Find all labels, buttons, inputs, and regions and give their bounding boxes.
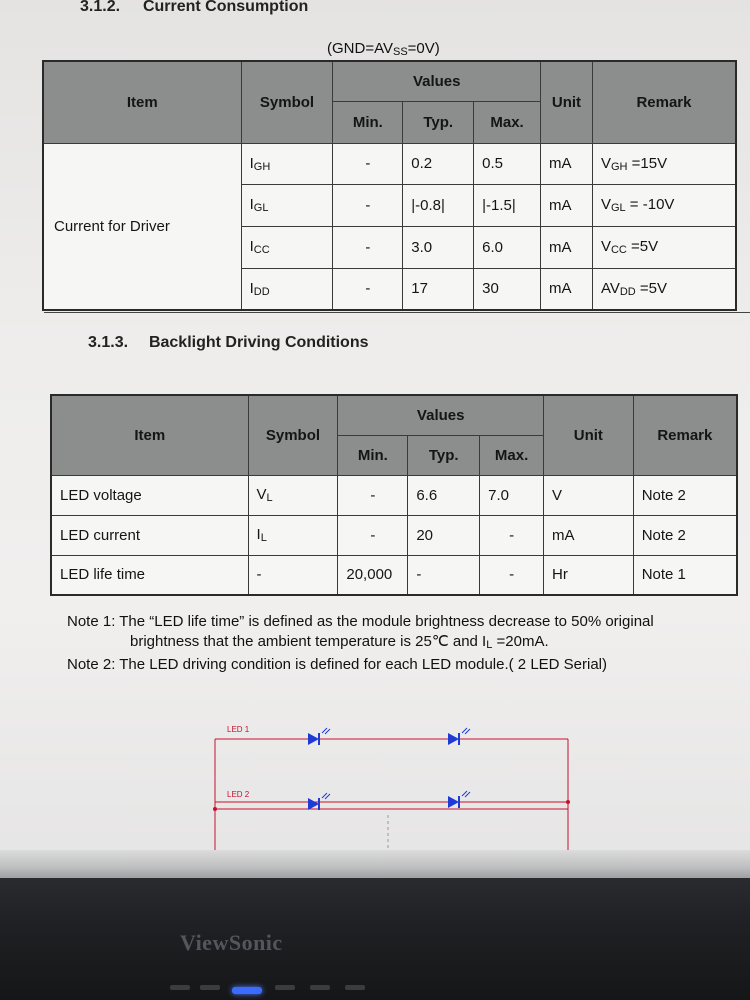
header-unit: Unit [540, 61, 592, 143]
remark-sub: GL [610, 202, 626, 214]
remark-tail: =5V [626, 238, 659, 255]
bezel-buttons [170, 985, 370, 995]
remark-sub: GH [610, 160, 628, 173]
header-item: Item [43, 61, 241, 143]
remark-main: AV [600, 279, 620, 297]
header-item: Item [51, 395, 248, 475]
note-1-sub: L [486, 639, 493, 651]
bezel-button[interactable] [200, 985, 220, 990]
header-typ: Typ. [408, 435, 480, 475]
remark-tail: = -10V [625, 196, 675, 213]
min-cell: - [338, 515, 408, 555]
min-cell: - [333, 143, 403, 184]
header-symbol: Symbol [241, 61, 333, 143]
junction-left [213, 807, 217, 811]
symbol-main: I [249, 154, 254, 172]
max-cell: |-1.5| [474, 184, 541, 226]
section-313-heading [88, 334, 369, 352]
typ-cell: 17 [403, 268, 474, 310]
remark-cell [592, 268, 736, 310]
item-current-for-driver: Current for Driver [43, 143, 241, 310]
symbol-main: I [256, 526, 261, 543]
remark-cell [592, 184, 736, 226]
symbol-main: I [249, 279, 254, 297]
remark-cell: Note 1 [633, 555, 737, 595]
section-312-title: Current Consumption [142, 0, 309, 15]
remark-cell: Note 2 [633, 475, 737, 515]
remark-main: V [600, 196, 611, 213]
junction-right [566, 800, 570, 804]
header-symbol: Symbol [248, 395, 338, 475]
ground-condition [327, 40, 440, 58]
led1-label: LED 1 [227, 725, 250, 734]
symbol-main: I [249, 196, 254, 213]
unit-cell: Hr [544, 555, 634, 595]
symbol-main: V [256, 486, 267, 503]
max-cell: 30 [474, 268, 541, 310]
unit-cell: V [544, 475, 634, 515]
symbol-sub: L [266, 492, 273, 504]
condition-main: (GND=AV [327, 40, 393, 57]
header-values: Values [338, 395, 544, 435]
unit-cell: mA [540, 226, 592, 268]
remark-main: V [600, 238, 611, 255]
header-remark: Remark [633, 395, 737, 475]
item-cell: LED life time [51, 555, 248, 595]
symbol-sub: GL [253, 202, 269, 214]
unit-cell: mA [544, 515, 634, 555]
symbol-sub: CC [253, 244, 270, 256]
monitor-bezel [0, 878, 750, 1000]
min-cell: - [333, 226, 403, 268]
table-row [43, 143, 736, 184]
symbol-cell [241, 268, 333, 310]
symbol-cell [248, 475, 338, 515]
section-313-number: 3.1.3. [88, 334, 129, 351]
header-max: Max. [474, 101, 541, 143]
min-cell: - [338, 475, 408, 515]
led-schematic [210, 718, 590, 868]
section-313-title: Backlight Driving Conditions [148, 334, 369, 351]
table-row [51, 475, 737, 515]
section-312-number: 3.1.2. [80, 0, 121, 15]
remark-tail: =15V [627, 154, 668, 172]
symbol-main: - [256, 565, 262, 583]
symbol-cell [248, 515, 338, 555]
max-cell: 7.0 [480, 475, 544, 515]
page-divider [44, 312, 750, 313]
header-min: Min. [338, 435, 408, 475]
header-max: Max. [480, 435, 544, 475]
diode-icon [308, 728, 330, 745]
item-cell: LED voltage [51, 475, 248, 515]
symbol-sub: L [260, 532, 267, 544]
typ-cell: 0.2 [403, 143, 474, 184]
bezel-button[interactable] [310, 985, 330, 990]
table-row [51, 515, 737, 555]
symbol-cell [241, 184, 333, 226]
note-1-tail: =20mA. [492, 633, 549, 650]
symbol-cell [248, 555, 338, 595]
header-typ: Typ. [403, 101, 474, 143]
remark-cell: Note 2 [633, 515, 737, 555]
power-led-icon[interactable] [232, 987, 262, 994]
bezel-button[interactable] [275, 985, 295, 990]
unit-cell: mA [540, 184, 592, 226]
typ-cell: |-0.8| [403, 184, 474, 226]
unit-cell: mA [540, 143, 592, 184]
typ-cell: 20 [408, 515, 480, 555]
note-2: Note 2: The LED driving condition is defined for each LED module.( 2 LED Serial) [67, 656, 608, 673]
unit-cell: mA [540, 268, 592, 310]
backlight-conditions-table [50, 394, 738, 596]
header-remark: Remark [592, 61, 736, 143]
diode-icon [448, 728, 470, 745]
typ-cell: 6.6 [408, 475, 480, 515]
header-min: Min. [333, 101, 403, 143]
typ-cell: - [408, 555, 480, 595]
note-1-line-2 [67, 632, 747, 655]
current-consumption-table [42, 60, 737, 311]
typ-cell: 3.0 [403, 226, 474, 268]
max-cell: - [480, 515, 544, 555]
remark-sub: DD [619, 285, 636, 298]
max-cell: - [480, 555, 544, 595]
condition-tail: =0V) [407, 40, 440, 57]
section-312-heading [80, 0, 308, 16]
min-cell: - [333, 268, 403, 310]
led2-label: LED 2 [227, 790, 250, 799]
remark-sub: CC [610, 244, 627, 256]
diode-icon [448, 791, 470, 808]
max-cell: 0.5 [474, 143, 541, 184]
symbol-sub: GH [253, 160, 271, 173]
note-1-text: brightness that the ambient temperature is 25℃ and I [130, 633, 487, 650]
note-1-line-1: Note 1: The “LED life time” is defined as the module brightness decrease to 50% original [67, 613, 654, 630]
symbol-cell [241, 226, 333, 268]
remark-cell [592, 226, 736, 268]
bezel-button[interactable] [345, 985, 365, 990]
header-unit: Unit [544, 395, 634, 475]
notes-block [67, 612, 747, 675]
remark-tail: =5V [635, 279, 668, 297]
symbol-sub: DD [253, 285, 270, 298]
brand-logo: ViewSonic [180, 930, 283, 955]
min-cell: 20,000 [338, 555, 408, 595]
screen-edge [0, 850, 750, 878]
bezel-button[interactable] [170, 985, 190, 990]
remark-cell [592, 143, 736, 184]
table-row [51, 555, 737, 595]
remark-main: V [600, 154, 611, 172]
header-values: Values [333, 61, 541, 101]
condition-sub: SS [392, 46, 408, 58]
item-cell: LED current [51, 515, 248, 555]
symbol-main: I [249, 238, 254, 255]
max-cell: 6.0 [474, 226, 541, 268]
min-cell: - [333, 184, 403, 226]
symbol-cell [241, 143, 333, 184]
